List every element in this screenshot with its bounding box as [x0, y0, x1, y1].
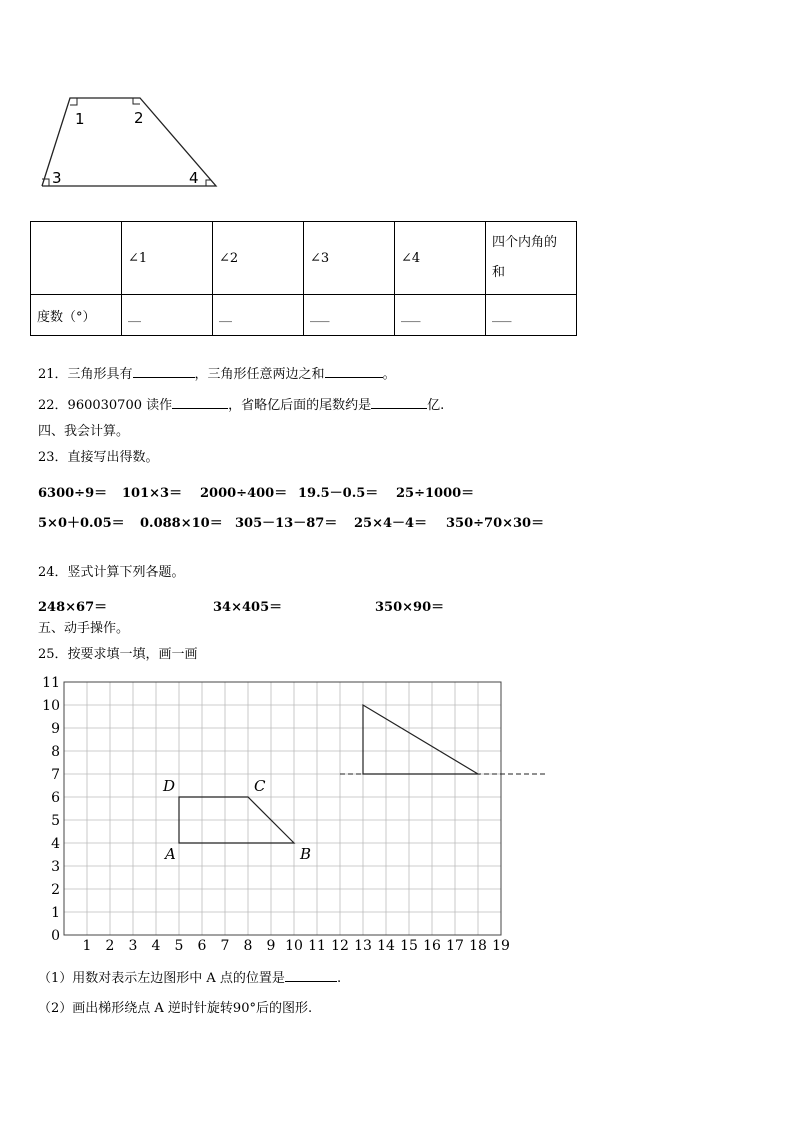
q22-text-c: 亿.	[427, 398, 445, 413]
x-tick-label: 19	[492, 938, 510, 954]
x-tick-label: 11	[308, 938, 326, 954]
q22-text-b: ，省略亿后面的尾数约是	[228, 398, 372, 413]
x-tick-label: 7	[220, 938, 230, 954]
x-tick-label: 4	[151, 938, 161, 954]
y-tick-label: 3	[51, 859, 60, 875]
question-23-title: 23．直接写出得数。	[38, 450, 159, 465]
vertical-calc-item: 350×90＝	[375, 600, 445, 615]
y-tick-label: 11	[42, 675, 60, 691]
grid-border	[64, 682, 501, 935]
coordinate-grid	[30, 670, 560, 960]
question-21	[38, 367, 396, 383]
x-tick-label: 15	[400, 938, 418, 954]
calc-item: 25÷1000＝	[396, 486, 475, 501]
x-tick-label: 8	[243, 938, 253, 954]
q25-blank[interactable]	[285, 981, 337, 982]
question-25-title: 25．按要求填一填，画一画	[38, 647, 198, 662]
x-tick-label: 5	[174, 938, 184, 954]
calc-item: 25×4－4＝	[354, 516, 428, 531]
y-tick-label: 7	[51, 767, 60, 783]
angle-label-3: 3	[52, 169, 62, 187]
calc-item: 2000÷400＝	[200, 486, 288, 501]
q21-blank-1[interactable]	[133, 377, 195, 378]
angle-label-1: 1	[75, 110, 85, 128]
q21-blank-2[interactable]	[325, 377, 383, 378]
y-tick-label: 5	[51, 813, 60, 829]
calc-item: 305－13－87＝	[235, 516, 338, 531]
angle-label-4: 4	[189, 169, 199, 187]
section-4-heading: 四、我会计算。	[38, 424, 130, 439]
table-header-sum-line2: 和	[492, 265, 506, 280]
y-tick-label: 1	[51, 905, 60, 921]
x-tick-label: 16	[423, 938, 441, 954]
y-tick-label: 6	[51, 790, 60, 806]
vertex-label-c: C	[254, 777, 266, 795]
x-tick-label: 13	[354, 938, 372, 954]
vertical-calc-item: 34×405＝	[213, 600, 283, 615]
section-5-heading: 五、动手操作。	[38, 621, 130, 636]
x-tick-label: 18	[469, 938, 487, 954]
vertical-calc-item: 248×67＝	[38, 600, 108, 615]
question-25-part-2: （2）画出梯形绕点 A 逆时针旋转90°后的图形.	[38, 1001, 313, 1016]
y-tick-label: 2	[51, 882, 60, 898]
q25-sub1-end: .	[336, 971, 342, 986]
y-tick-label: 9	[51, 721, 60, 737]
x-tick-label: 14	[377, 938, 395, 954]
x-tick-label: 2	[105, 938, 115, 954]
table-cell: __	[122, 295, 213, 336]
table-cell: ___	[304, 295, 395, 336]
q22-blank-1[interactable]	[172, 408, 228, 409]
angle-table	[30, 221, 577, 336]
y-tick-label: 0	[51, 928, 60, 944]
y-tick-label: 10	[42, 698, 60, 714]
q22-text-a: 22．960030700 读作	[38, 398, 173, 413]
table-row-label: 度数（°）	[31, 295, 122, 336]
table-cell: __	[213, 295, 304, 336]
q25-sub1-text: （1）用数对表示左边图形中 A 点的位置是	[38, 971, 285, 986]
calc-item: 5×0＋0.05＝	[38, 516, 125, 531]
x-tick-label: 6	[197, 938, 207, 954]
vertex-label-d: D	[163, 777, 176, 795]
x-tick-label: 3	[128, 938, 138, 954]
calc-item: 101×3＝	[122, 486, 183, 501]
q21-text-b: ，三角形任意两边之和	[194, 367, 325, 382]
triangle-shape	[363, 705, 478, 774]
calc-item: 6300÷9＝	[38, 486, 108, 501]
y-tick-label: 8	[51, 744, 60, 760]
x-tick-label: 1	[82, 938, 92, 954]
table-header-empty	[31, 222, 122, 295]
question-25-part-1	[38, 971, 341, 987]
question-22	[38, 398, 444, 414]
table-header-angle4: ∠4	[395, 222, 486, 295]
question-24-title: 24．竖式计算下列各题。	[38, 565, 185, 580]
y-tick-label: 4	[51, 836, 60, 852]
table-cell: ___	[395, 295, 486, 336]
x-tick-label: 10	[285, 938, 303, 954]
trapezoid-figure	[30, 88, 230, 192]
q21-text-c: 。	[382, 367, 396, 382]
vertex-label-a: A	[165, 845, 176, 863]
q21-text-a: 21．三角形具有	[38, 367, 133, 382]
calc-item: 19.5－0.5＝	[298, 486, 379, 501]
table-header-angle2: ∠2	[213, 222, 304, 295]
angle-label-2: 2	[134, 109, 144, 127]
table-cell: ___	[486, 295, 577, 336]
calc-item: 350÷70×30＝	[446, 516, 545, 531]
table-header-sum-line1: 四个内角的	[492, 235, 558, 250]
calc-item: 0.088×10＝	[140, 516, 223, 531]
q22-blank-2[interactable]	[371, 408, 427, 409]
x-tick-label: 17	[446, 938, 464, 954]
table-header-angle1: ∠1	[122, 222, 213, 295]
vertex-label-b: B	[300, 845, 312, 863]
table-header-sum	[486, 222, 577, 295]
x-tick-label: 9	[266, 938, 276, 954]
table-header-angle3: ∠3	[304, 222, 395, 295]
x-tick-label: 12	[331, 938, 349, 954]
